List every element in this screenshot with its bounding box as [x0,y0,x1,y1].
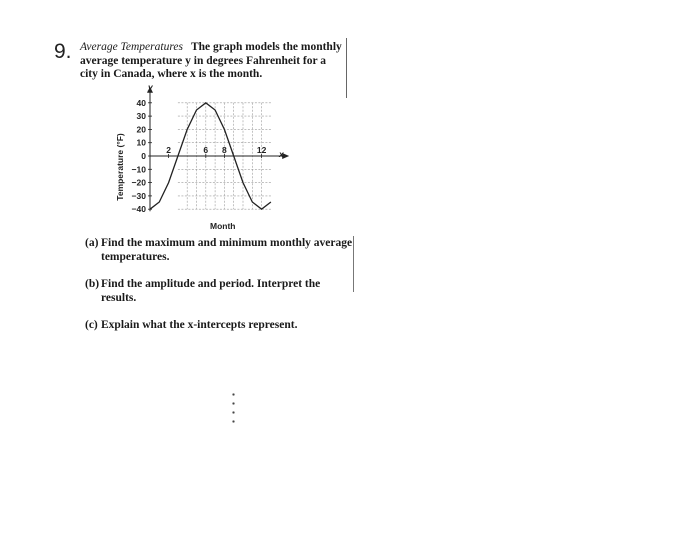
scan-edge-line-2 [353,236,354,292]
y-tick-label-0: 0 [141,151,146,161]
y-axis-label: Temperature (°F) [115,133,125,201]
y-tick-label-30: 30 [136,111,146,122]
question-a: (a) Find the maximum and minimum monthly average temperatures. [85,237,353,263]
y-tick-label-20: 20 [136,124,146,135]
y-tick-label--40: −40 [131,204,146,215]
x-tick-label-2: 2 [166,145,171,155]
y-tick-label--10: −10 [131,164,146,175]
x-tick-label-12: 12 [256,145,267,155]
problem-title: Average Temperatures [80,41,183,53]
x-tick-label-8: 8 [222,145,227,155]
problem-statement: The graph models the monthly average temperature y in degrees Fahrenheit for a city in Canada, where x is the month. [80,41,342,80]
question-c: (c) Explain what the x-intercepts represent. [85,319,298,331]
y-tick-label-40: 40 [136,97,146,108]
scan-dots [232,390,235,426]
questions-list [85,236,355,345]
y-tick-label--20: −20 [131,177,146,188]
y-axis-name: y [148,82,153,92]
y-tick-label-10: 10 [136,137,146,148]
x-tick-label-6: 6 [203,145,209,155]
x-axis-label: Month [210,221,236,231]
problem-number: 9. [54,40,72,63]
question-b: (b) Find the amplitude and period. Interpret the results. [85,278,321,304]
y-tick-label--30: −30 [131,190,146,201]
x-axis-name: x [279,149,284,159]
